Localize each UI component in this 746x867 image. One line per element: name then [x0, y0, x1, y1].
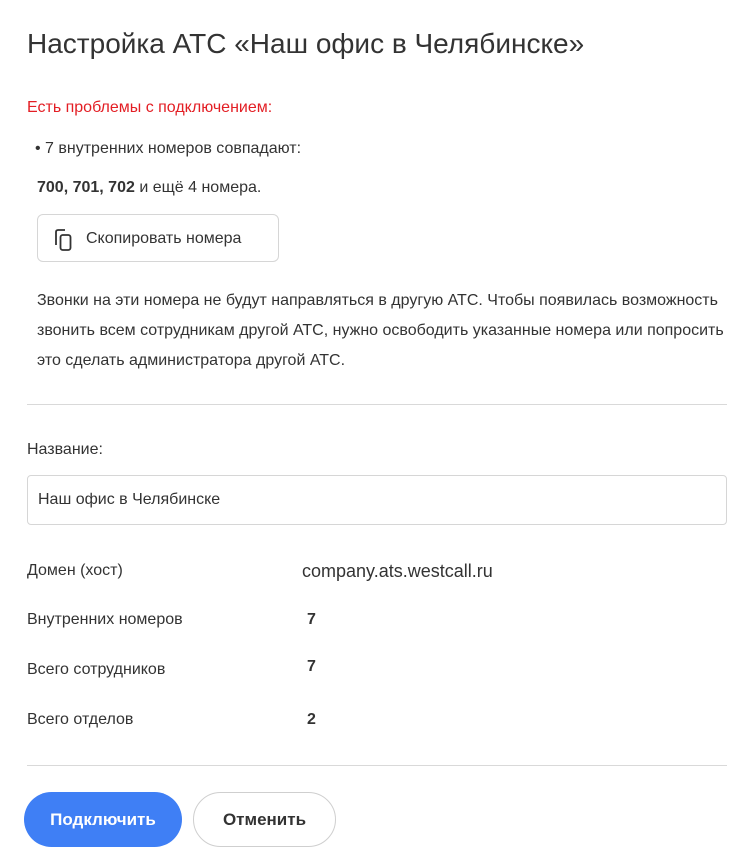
total-employees-value: 7 [307, 658, 316, 675]
internal-numbers-label: Внутренних номеров [27, 611, 183, 628]
cancel-button[interactable]: Отменить [193, 792, 336, 847]
total-employees-label: Всего сотрудников [27, 661, 166, 678]
conflict-description: Звонки на эти номера не будут направляться в другую АТС. Чтобы появилась возможность звонить всем сотрудникам другой АТС, нужно освободить указанные номера или попросить это сделать администратора другой АТС. [37, 292, 724, 369]
copy-icon [53, 228, 75, 252]
connection-warning-heading: Есть проблемы с подключением: [27, 99, 273, 116]
copy-numbers-button[interactable] [37, 214, 279, 262]
conflict-numbers-more: и ещё 4 номера. [134, 179, 262, 196]
conflict-numbers-list: 700, 701, 702 [37, 179, 135, 196]
connect-button[interactable]: Подключить [24, 792, 182, 847]
page-title: Настройка АТС «Наш офис в Челябинске» [27, 28, 585, 59]
total-departments-value: 2 [307, 711, 316, 728]
divider-bottom [27, 765, 727, 766]
name-input[interactable] [27, 475, 727, 525]
conflict-bullet: • 7 внутренних номеров совпадают: [35, 140, 302, 157]
conflict-numbers [37, 177, 261, 199]
domain-value: company.ats.westcall.ru [302, 561, 493, 581]
copy-numbers-label: Скопировать номера [86, 230, 242, 247]
name-label: Название: [27, 441, 103, 458]
domain-label: Домен (хост) [27, 562, 123, 579]
internal-numbers-value: 7 [307, 611, 316, 628]
divider-top [27, 404, 727, 405]
total-departments-label: Всего отделов [27, 711, 134, 728]
